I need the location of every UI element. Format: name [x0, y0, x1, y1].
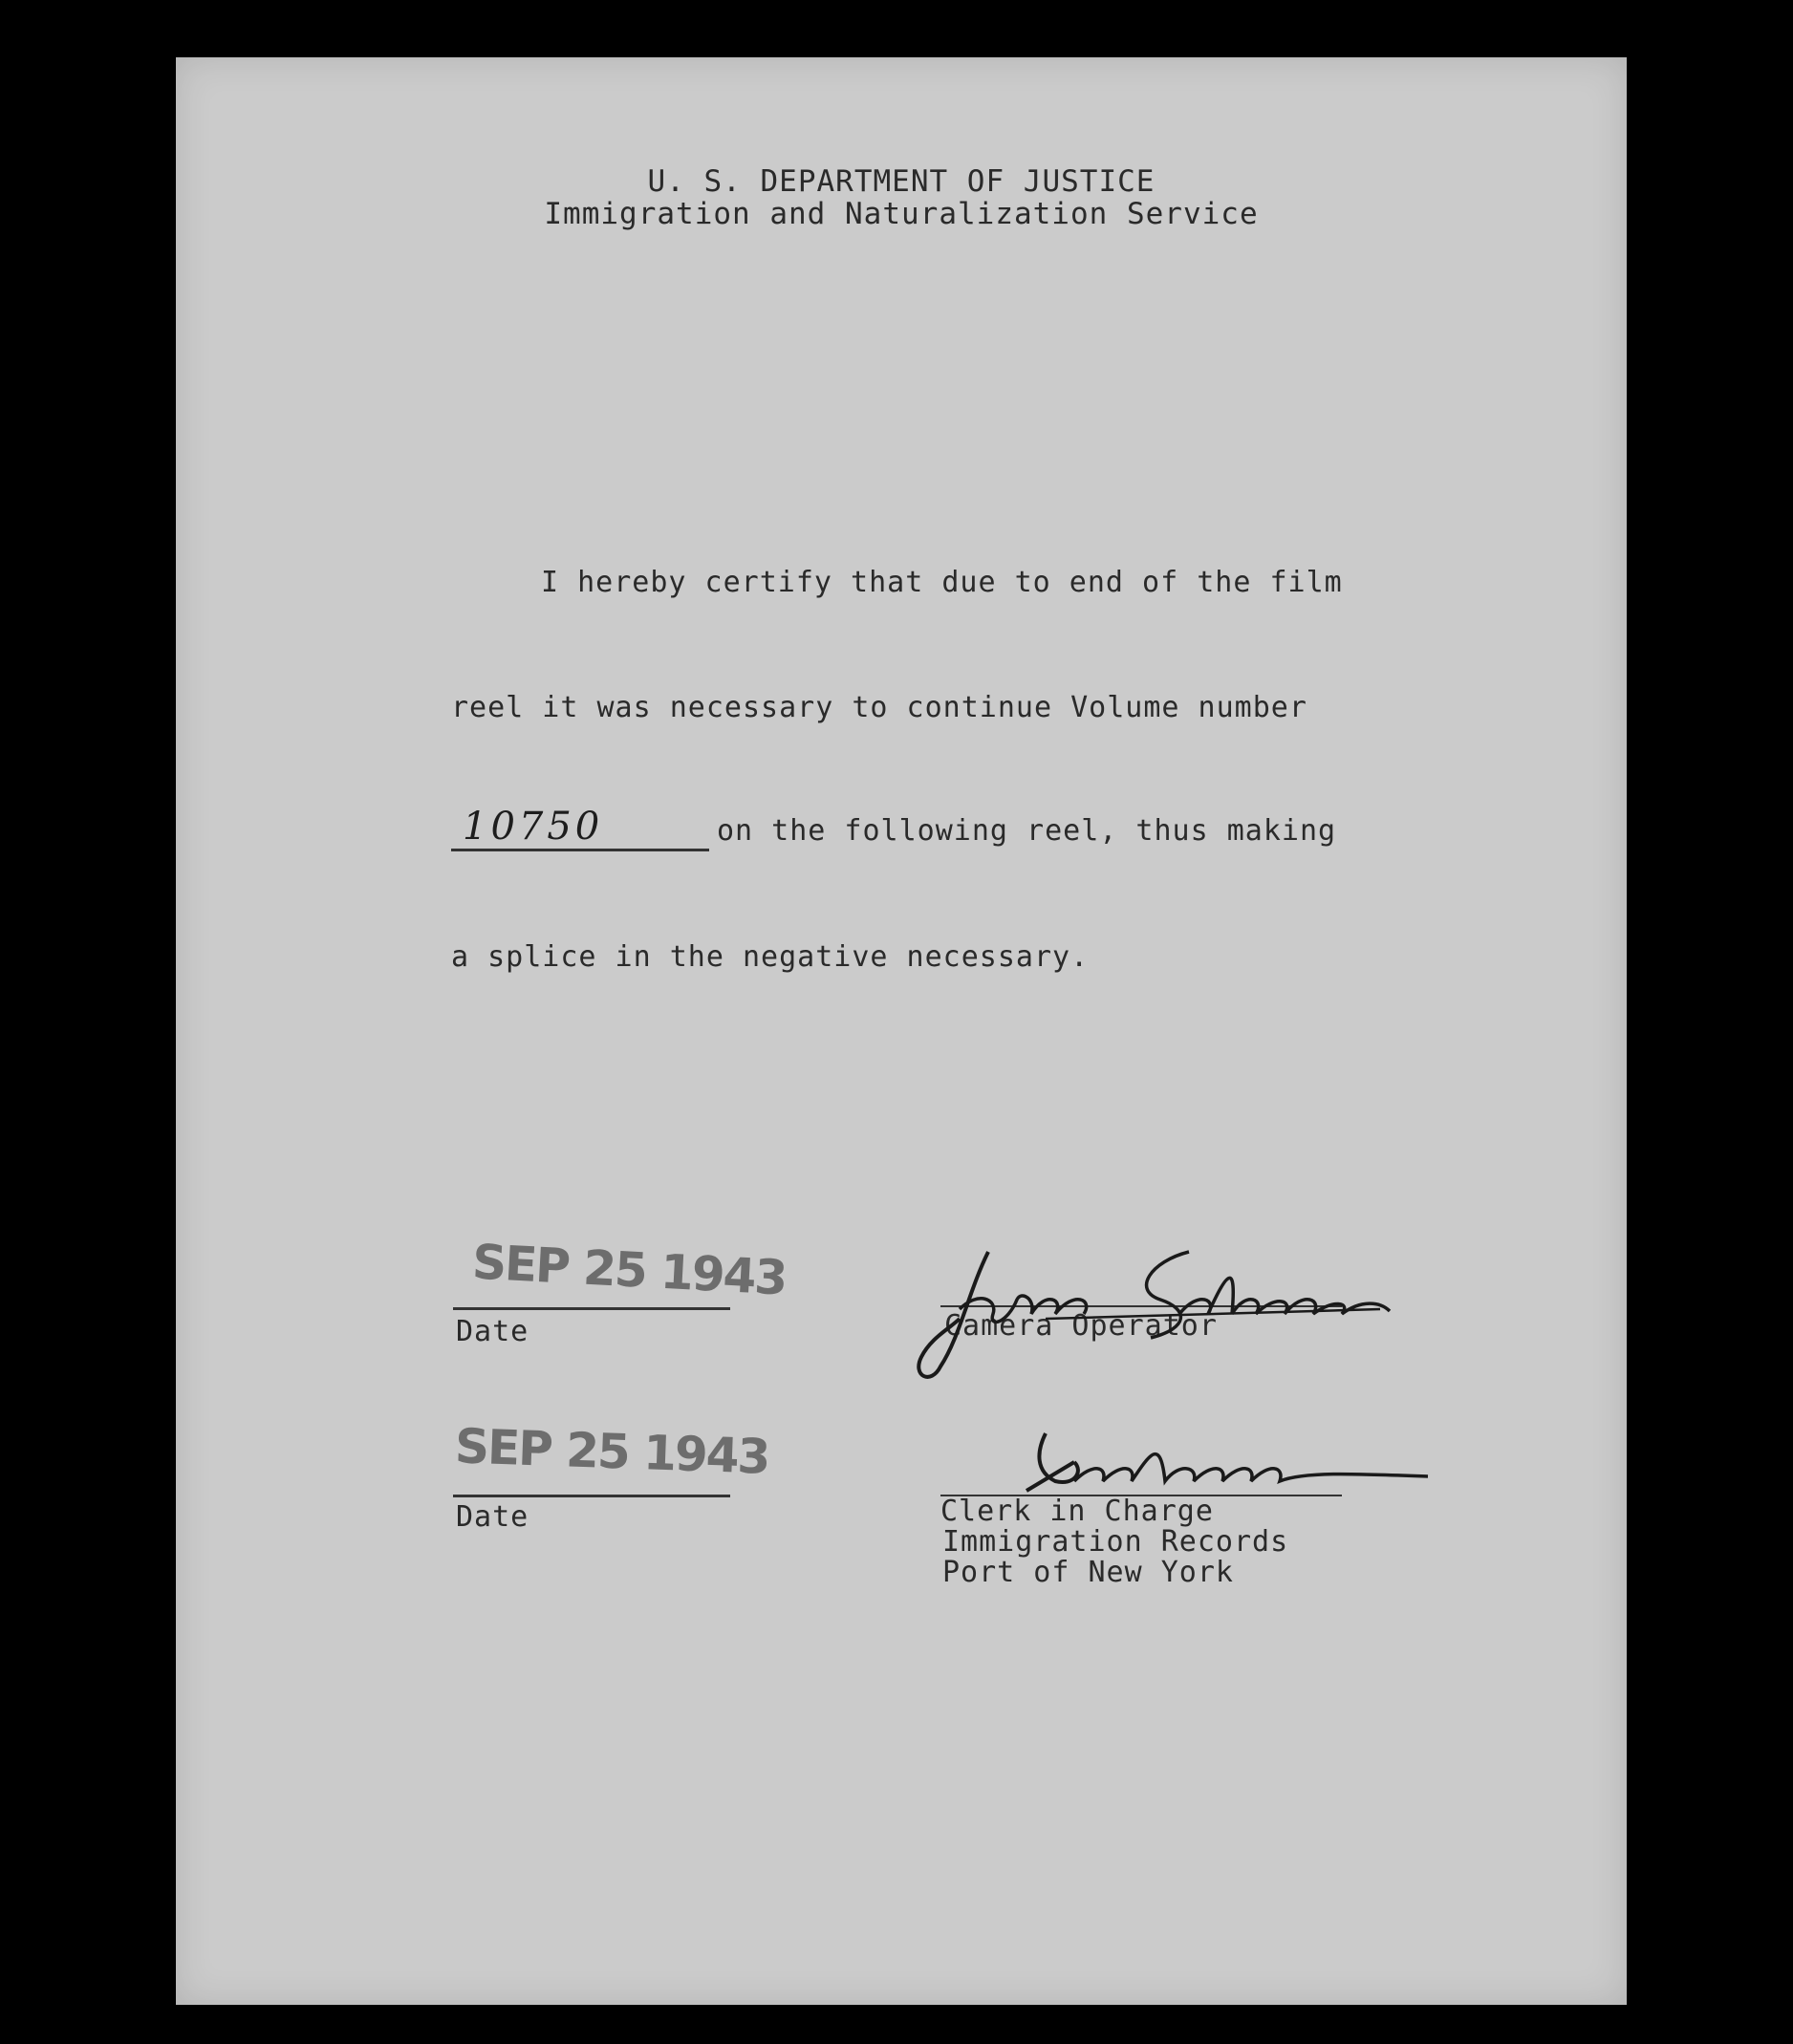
body-line-1: I hereby certify that due to end of the film — [541, 566, 1343, 599]
date-label-2: Date — [456, 1500, 529, 1534]
volume-number-underline — [451, 849, 709, 851]
date-line-1 — [453, 1307, 730, 1310]
body-line-2: reel it was necessary to continue Volume number — [451, 691, 1307, 724]
volume-number: 10750 — [463, 805, 604, 849]
body-line-3: on the following reel, thus making — [717, 814, 1337, 848]
date-stamp-2: SEP 25 1943 — [454, 1418, 770, 1485]
clerk-title-line-2: Immigration Records — [942, 1525, 1289, 1559]
document-page — [176, 57, 1627, 2005]
agency-title: U. S. DEPARTMENT OF JUSTICE — [647, 164, 1156, 199]
date-line-2 — [453, 1495, 730, 1497]
service-title: Immigration and Naturalization Service — [544, 197, 1259, 231]
date-stamp-1: SEP 25 1943 — [470, 1234, 788, 1306]
camera-operator-label: Camera Operator — [944, 1309, 1218, 1343]
body-line-4: a splice in the negative necessary. — [451, 940, 1090, 974]
camera-operator-signature — [902, 1233, 1399, 1405]
date-label-1: Date — [456, 1315, 529, 1348]
clerk-title-line-3: Port of New York — [942, 1556, 1234, 1589]
clerk-title-line-1: Clerk in Charge — [940, 1495, 1214, 1528]
